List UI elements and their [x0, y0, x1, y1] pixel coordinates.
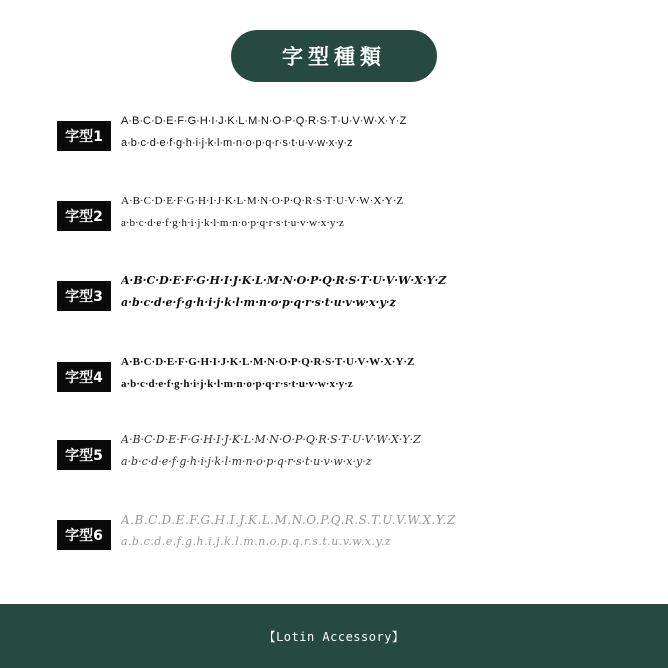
uppercase-sample: A·B·C·D·E·F·G·H·I·J·K·L·M·N·O·P·Q·R·S·T·U·V·W·X·Y·Z — [121, 274, 447, 287]
lowercase-sample: a·b·c·d·e·f·g·h·i·j·k·l·m·n·o·p·q·r·s·t·u·v·w·x·y·z — [121, 455, 372, 468]
lowercase-sample: a·b·c·d·e·f·g·h·i·j·k·l·m·n·o·p·q·r·s·t·u·v·w·x·y·z — [121, 217, 344, 229]
uppercase-sample: A·B·C·D·E·F·G·H·I·J·K·L·M·N·O·P·Q·R·S·T·U·V·W·X·Y·Z — [121, 115, 407, 127]
font-sample-2 — [57, 193, 617, 247]
uppercase-sample: A·B·C·D·E·F·G·H·I·J·K·L·M·N·O·P·Q·R·S·T·U·V·W·X·Y·Z — [121, 356, 415, 368]
lowercase-sample: a·b·c·d·e·f·g·h·i·j·k·l·m·n·o·p·q·r·s·t·u·v·w·x·y·z — [121, 137, 353, 149]
lowercase-sample: a·b·c·d·e·f·g·h·i·j·k·l·m·n·o·p·q·r·s·t·u·v·w·x·y·z — [121, 378, 353, 390]
font-sample-5 — [57, 432, 617, 486]
font-sample-1 — [57, 113, 617, 167]
font-sample-6 — [57, 512, 617, 566]
font-label: 字型5 — [57, 440, 111, 470]
font-sample-3 — [57, 273, 617, 327]
font-label: 字型2 — [57, 201, 111, 231]
footer-brand: 【Lotin Accessory】 — [0, 604, 668, 668]
font-sample-4 — [57, 354, 617, 408]
lowercase-sample: a·b·c·d·e·f·g·h·i·j·k·l·m·n·o·p·q·r·s·t·u·v·w·x·y·z — [121, 296, 396, 309]
lowercase-sample: a.b.c.d.e.f.g.h.i.j.k.l.m.n.o.p.q.r.s.t.u.v.w.x.y.z — [121, 535, 392, 548]
uppercase-sample: A·B·C·D·E·F·G·H·I·J·K·L·M·N·O·P·Q·R·S·T·U·V·W·X·Y·Z — [121, 195, 404, 207]
font-label: 字型1 — [57, 121, 111, 151]
font-label: 字型4 — [57, 362, 111, 392]
uppercase-sample: A·B·C·D·E·F·G·H·I·J·K·L·M·N·O·P·Q·R·S·T·U·V·W·X·Y·Z — [121, 433, 421, 446]
font-label: 字型6 — [57, 520, 111, 550]
uppercase-sample: A.B.C.D.E.F.G.H.I.J.K.L.M.N.O.P.Q.R.S.T.U.V.W.X.Y.Z — [121, 513, 456, 527]
page-title: 字型種類 — [231, 30, 437, 82]
font-label: 字型3 — [57, 281, 111, 311]
